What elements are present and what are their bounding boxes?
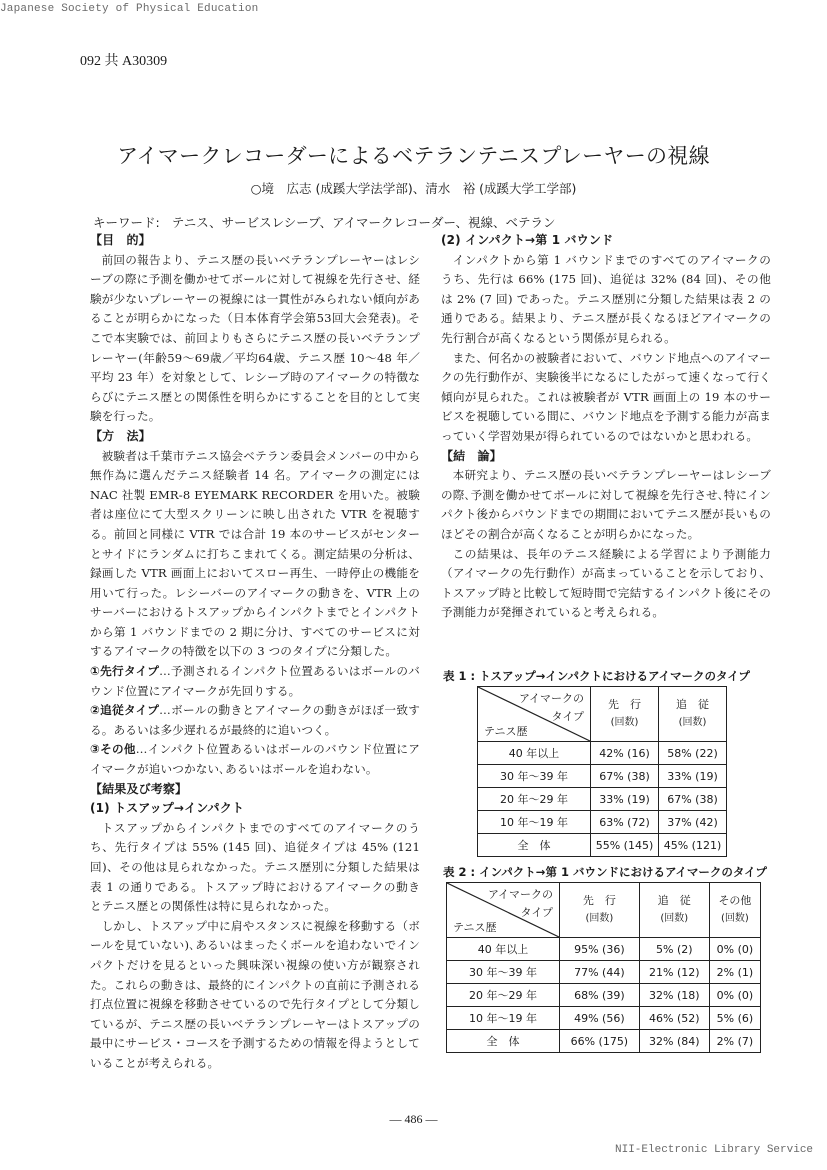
table-corner-cell — [478, 687, 591, 742]
table-cell: 95% (36) — [560, 938, 640, 961]
table-1 — [477, 686, 727, 857]
method-heading: 【方 法】 — [90, 428, 151, 443]
keywords-line — [93, 213, 556, 231]
results-heading: 【結果及び考察】 — [90, 781, 188, 796]
table-row — [447, 984, 761, 1007]
column-unit: (回数) — [721, 913, 749, 924]
left-column — [90, 231, 420, 1074]
keywords-values: テニス、サービスレシーブ、アイマークレコーダー、視線、ベテラン — [171, 215, 556, 230]
table-row — [478, 811, 727, 834]
table-cell: 68% (39) — [560, 984, 640, 1007]
row-label: 40 年以上 — [447, 938, 560, 961]
row-label: 20 年～29 年 — [478, 788, 591, 811]
corner-top-label: アイマークの — [518, 692, 584, 705]
table-row — [478, 742, 727, 765]
abstract-code: 092 共 A30309 — [80, 54, 168, 69]
table-cell: 32% (18) — [639, 984, 709, 1007]
column-unit: (回数) — [660, 913, 689, 924]
table-cell: 0% (0) — [709, 984, 760, 1007]
keywords-label: キーワード: — [93, 215, 160, 230]
table-cell: 49% (56) — [560, 1007, 640, 1030]
table-row — [478, 765, 727, 788]
purpose-heading: 【目 的】 — [90, 233, 151, 247]
conclusion-paragraph-2: この結果は、長年のテニス経験による学習により予測能力（アイマークの先行動作）が高まっていることを示しており、トスアップ時と比較して短時間で完結するインパクト後にその予測能力が発揮されていると考えられる。 — [441, 546, 771, 620]
column-unit: (回数) — [585, 913, 614, 924]
right-column — [441, 231, 771, 623]
table-row — [447, 938, 761, 961]
column-name: 先 行 — [582, 894, 616, 907]
table-cell: 55% (145) — [591, 834, 659, 857]
column-header — [709, 883, 760, 938]
conclusion-paragraph-1: 本研究より、テニス歴の長いベテランプレーヤーはレシーブの際､予測を働かせてボールに対して視線を先行させ､特にインパクト後からバウンドまでの期間においてテニス歴が長いものほどその割合が高くなることが明らかになった。 — [441, 468, 771, 541]
table-corner-cell — [447, 883, 560, 938]
conclusion-heading: 【結 論】 — [441, 448, 502, 463]
row-label: 40 年以上 — [478, 742, 591, 765]
type-item-other — [90, 740, 420, 779]
type-item-lead — [90, 662, 420, 701]
table-cell: 67% (38) — [659, 788, 727, 811]
corner-mid-label: タイプ — [520, 906, 553, 919]
table-cell: 58% (22) — [659, 742, 727, 765]
table-2-caption: 表 2 : インパクト→第 1 バウンドにおけるアイマークのタイプ — [443, 865, 767, 879]
subsection-2-heading: (2) インパクト→第 1 バウンド — [441, 233, 614, 247]
table-cell: 21% (12) — [639, 961, 709, 984]
type-text: …ボールの動きとアイマークの動きがほぼ一致する。あるいは多少遅れるが最終的に追いつく。 — [90, 703, 420, 737]
table-cell: 63% (72) — [591, 811, 659, 834]
table-cell: 5% (6) — [709, 1007, 760, 1030]
column-name: 追 従 — [676, 698, 709, 711]
table-row — [447, 1007, 761, 1030]
column-header — [639, 883, 709, 938]
type-text: …予測されるインパクト位置あるいはボールのバウンド位置にアイマークが先回りする。 — [90, 664, 420, 698]
table-cell: 2% (1) — [709, 961, 760, 984]
method-paragraph: 被験者は千葉市テニス協会ベテラン委員会メンバーの中から無作為に選んだテニス経験者 14 名。アイマークの測定には NAC 社製 EMR-8 EYEMARK RECORDER を用いた。被験者は座位にて大型スクリーンに映し出された VTR を視聴する。前回と同様に VTR では合計 19 本のサービスがセンターとサイドにランダムに打ちこまれてくる。測定結果の分析は、録画した VTR 画面上においてスロー再生、一時停止の機能を用いて行った。レシーバーのアイマークの動きを、VTR 上のサーバーにおけるトスアップからインパクトまでとインパクトから第 1 バウンドまでの 2 期に分け、すべてのサービスに対するアイマークの特徴を以下の 3 つのタイプに分類した。 — [90, 448, 420, 659]
column-unit: (回数) — [678, 717, 707, 728]
paper-title: アイマークレコーダーによるベテランテニスプレーヤーの視線 — [117, 144, 710, 168]
column-name: 追 従 — [657, 894, 691, 907]
page-number: ― 486 ― — [389, 1112, 438, 1126]
row-label: 30 年～39 年 — [447, 961, 560, 984]
column-header — [591, 687, 659, 742]
type-label: ②追従タイプ — [90, 703, 160, 718]
table-row — [478, 788, 727, 811]
row-label: 全 体 — [478, 834, 591, 857]
subsection-1-heading: (1) トスアップ→インパクト — [90, 801, 245, 816]
table-cell: 37% (42) — [659, 811, 727, 834]
column-unit: (回数) — [610, 717, 639, 728]
table-cell: 45% (121) — [659, 834, 727, 857]
subsection-1-paragraph-2: しかし、トスアップ中に肩やスタンスに視線を移動する（ボールを見ていない)､あるいはまったくボールを追わないでインパクトだけを見るといった興味深い視線の使い方が観察された。これらの動きは、最終的にインパクトの直前に予測される打点位置に視線を移動させているので先行タイプとして分類しているが、テニス歴の長いベテランプレーヤーはトスアップの最中にサービス・コースを予測するための情報を得ようとしていることが考えられる。 — [90, 918, 420, 1070]
table-2 — [446, 882, 761, 1053]
corner-bottom-label: テニス歴 — [453, 921, 497, 934]
type-label: ①先行タイプ — [90, 664, 160, 679]
table-1-caption: 表 1 : トスアップ→インパクトにおけるアイマークのタイプ — [443, 669, 750, 683]
row-label: 全 体 — [447, 1030, 560, 1053]
table-cell: 32% (84) — [639, 1030, 709, 1053]
subsection-2-paragraph-1: インパクトから第 1 バウンドまでのすべてのアイマークのうち、先行は 66% (175 回)、追従は 32% (84 回)、その他は 2% (7 回) であった。テニス歴別に分類した結果は表 2 の通りである。結果より、テニス歴が長くなるほどアイマークの先行割合が高くなるという関係が見られる。 — [441, 252, 771, 345]
library-service-footer: NII-Electronic Library Service — [615, 1144, 814, 1156]
society-header: Japanese Society of Physical Education — [0, 3, 259, 15]
table-header-row — [447, 883, 761, 938]
row-label: 20 年～29 年 — [447, 984, 560, 1007]
type-text: …インパクト位置あるいはボールのバウンド位置にアイマークが追いつかない､あるいはボールを追わない。 — [90, 742, 420, 777]
row-label: 10 年～19 年 — [478, 811, 591, 834]
table-cell: 33% (19) — [591, 788, 659, 811]
column-header — [560, 883, 640, 938]
table-cell: 46% (52) — [639, 1007, 709, 1030]
table-cell: 77% (44) — [560, 961, 640, 984]
subsection-2-paragraph-2: また、何名かの被験者において、バウンド地点へのアイマークの先行動作が、実験後半になるにしたがって速くなって行く傾向が見られた。これは被験者が VTR 画面上の 19 本のサービスを視聴している間に、バウンド地点を予測する能力が高まっていく学習効果が得られているのではないかと思われる。 — [441, 350, 771, 443]
row-label: 30 年～39 年 — [478, 765, 591, 788]
table-row — [447, 961, 761, 984]
table-cell: 33% (19) — [659, 765, 727, 788]
table-cell: 67% (38) — [591, 765, 659, 788]
corner-bottom-label: テニス歴 — [484, 725, 528, 738]
table-total-row — [478, 834, 727, 857]
corner-top-label: アイマークの — [487, 888, 553, 901]
column-name: その他 — [718, 894, 752, 907]
column-name: 先 行 — [608, 698, 641, 711]
type-label: ③その他 — [90, 742, 136, 757]
authors-line: ○境 広志 (成蹊大学法学部)、清水 裕 (成蹊大学工学部) — [250, 181, 577, 196]
corner-mid-label: タイプ — [551, 710, 584, 723]
table-cell: 0% (0) — [709, 938, 760, 961]
type-item-follow — [90, 701, 420, 740]
table-total-row — [447, 1030, 761, 1053]
subsection-1-paragraph-1: トスアップからインパクトまでのすべてのアイマークのうち、先行タイプは 55% (145 回)、追従タイプは 45% (121 回)、その他は見られなかった。テニス歴別に分類した結果は表 1 の通りである。トスアップ時におけるアイマークの動きとテニス歴との関係性は特に見られなかった。 — [90, 820, 420, 914]
table-cell: 5% (2) — [639, 938, 709, 961]
purpose-paragraph: 前回の報告より、テニス歴の長いベテランプレーヤーはレシーブの際に予測を働かせてボールに対して視線を先行させ、経験が少ないプレーヤーの視線には一貫性がみられない傾向があることが明らかになった（日本体育学会第53回大会発表)。そこで本実験では、前回よりもさらにテニス歴の長いベテランプレーヤー(年齢59～69歳／平均64歳、テニス歴 10～48 年／平均 23 年）を対象として、レシーブ時のアイマークの特徴ならびにテニス歴との関係性を明らかにすることを目的として実験を行った。 — [90, 252, 420, 424]
column-header — [659, 687, 727, 742]
table-cell: 42% (16) — [591, 742, 659, 765]
table-cell: 2% (7) — [709, 1030, 760, 1053]
table-cell: 66% (175) — [560, 1030, 640, 1053]
row-label: 10 年～19 年 — [447, 1007, 560, 1030]
table-header-row — [478, 687, 727, 742]
